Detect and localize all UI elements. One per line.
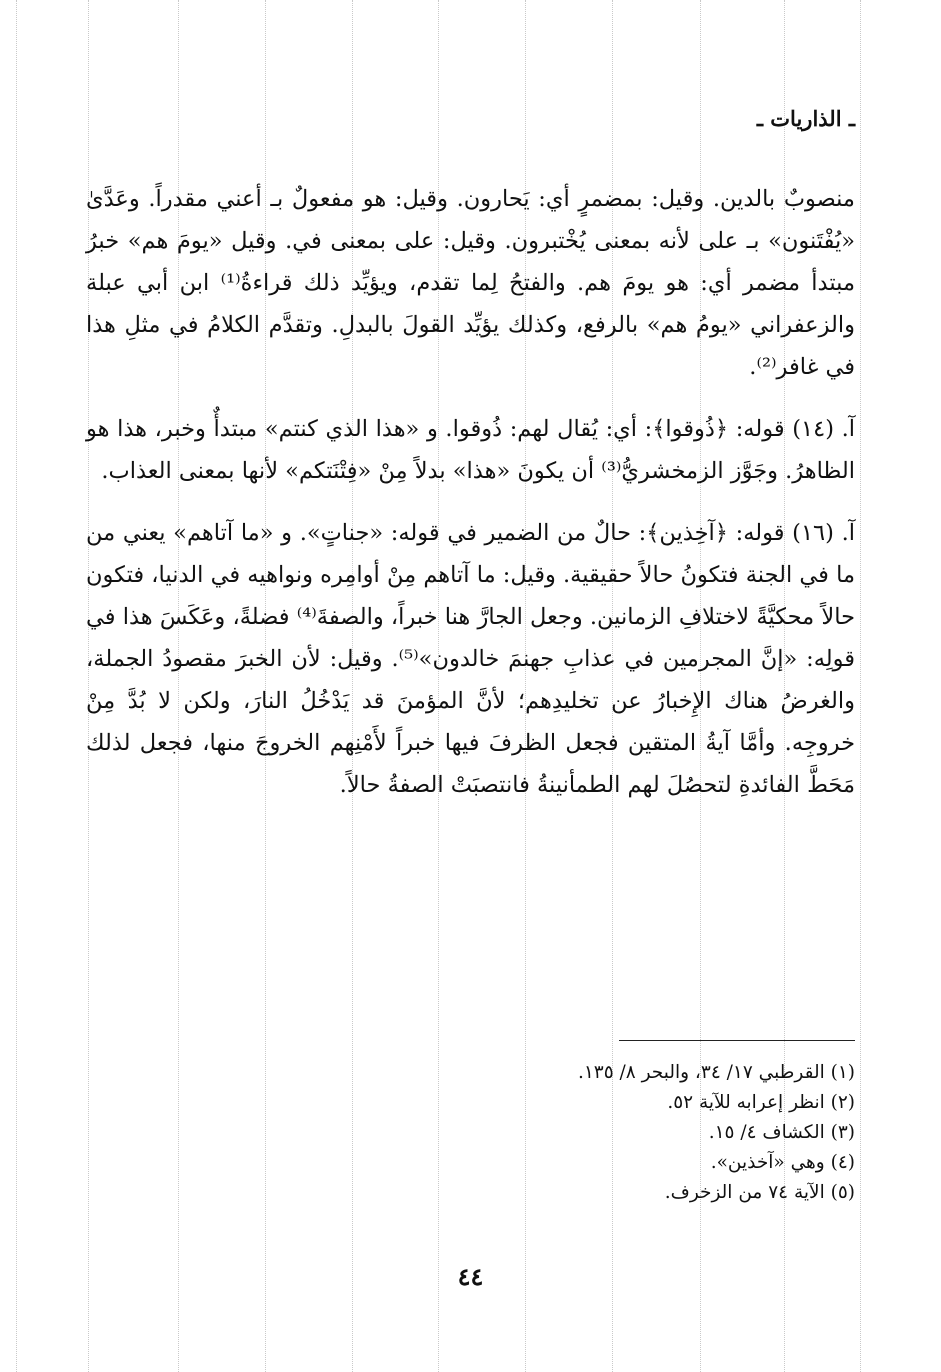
footnote: (٣) الكشاف ٤/ ١٥. <box>708 1122 855 1143</box>
page-guide-line <box>860 0 861 1372</box>
paragraph-verse-16: آ. (١٦) قوله: ﴿آخِذين﴾: حالٌ من الضمير في قوله: «جناتٍ». و «ما آتاهم» يعني من ما في الجنة فتكونُ حالاً حقيقية. وقيل: ما آتاهم مِنْ أوامِره ونواهيه في الدنيا، فتكون حالاً محكيَّةً لاختلافِ الزمانين. وجعل الجارَّ هنا خبراً، والصفةَ⁽⁴⁾ فضلةً، وعَكَسَ هذا في قولِه: «إنَّ المجرمين في عذابِ جهنمَ خالدون»⁽⁵⁾. وقيل: لأن الخبرَ مقصودُ الجملة، والغرضُ هناك الإِخبارُ عن تخليدِهم؛ لأنَّ المؤمنَ قد يَدْخُلُ النارَ، ولكن لا بُدَّ مِنْ خروجِه. وأمَّا آيةُ المتقين فجعل الظرفَ فيها خبراً لأَمْنِهم الخروجَ منها، فجعل لذلك مَحَطَّ الفائدةِ لتحصُلَ لهم الطمأنينةُ فانتصبَتْ الصفةُ حالاً. <box>86 520 856 798</box>
page-number: ٤٤ <box>457 1262 484 1291</box>
footnote: (٤) وهي «آخذين». <box>710 1152 855 1173</box>
footnotes <box>300 1058 855 1208</box>
running-header: ـ الذاريات ـ <box>756 106 855 131</box>
paragraph-verse-14: آ. (١٤) قوله: ﴿ذُوقوا﴾: أي: يُقال لهم: ذُوقوا. و «هذا الذي كنتم» مبتدأٌ وخبر، هذا هو الظاهرُ. وجَوَّز الزمخشريُّ⁽³⁾ أن يكونَ «هذا» بدلاً مِنْ «فِتْنَتكم» لأنها بمعنى العذاب. <box>86 416 855 484</box>
footnote: (٥) الآية ٧٤ من الزخرف. <box>664 1182 855 1203</box>
footnote: (٢) انظر إعرابه للآية ٥٢. <box>667 1092 855 1113</box>
footnote-separator <box>619 1040 855 1041</box>
paragraph: منصوبٌ بالدين. وقيل: بمضمرٍ أي: يَحارون. وقيل: هو مفعولٌ بـ أعني مقدراً. وعَدَّىٰ «يُفْتَنون» بـ على لأنه بمعنى يُخْتبرون. وقيل: على بمعنى في. وقيل «يومَ هم» خبرُ مبتدأ مضمر أي: هو يومَ هم. والفتحُ لِما تقدم، ويؤيِّد ذلك قراءةُ⁽¹⁾ ابن أبي عبلة والزعفراني «يومُ هم» بالرفع، وكذلك يؤيِّد القولَ بالبدلِ. وتقدَّم الكلامُ في مثلِ هذا في غافر⁽²⁾. <box>86 186 855 380</box>
main-text <box>86 178 855 826</box>
footnote: (١) القرطبي ١٧/ ٣٤، والبحر ٨/ ١٣٥. <box>577 1062 855 1083</box>
page-guide-line <box>16 0 17 1372</box>
